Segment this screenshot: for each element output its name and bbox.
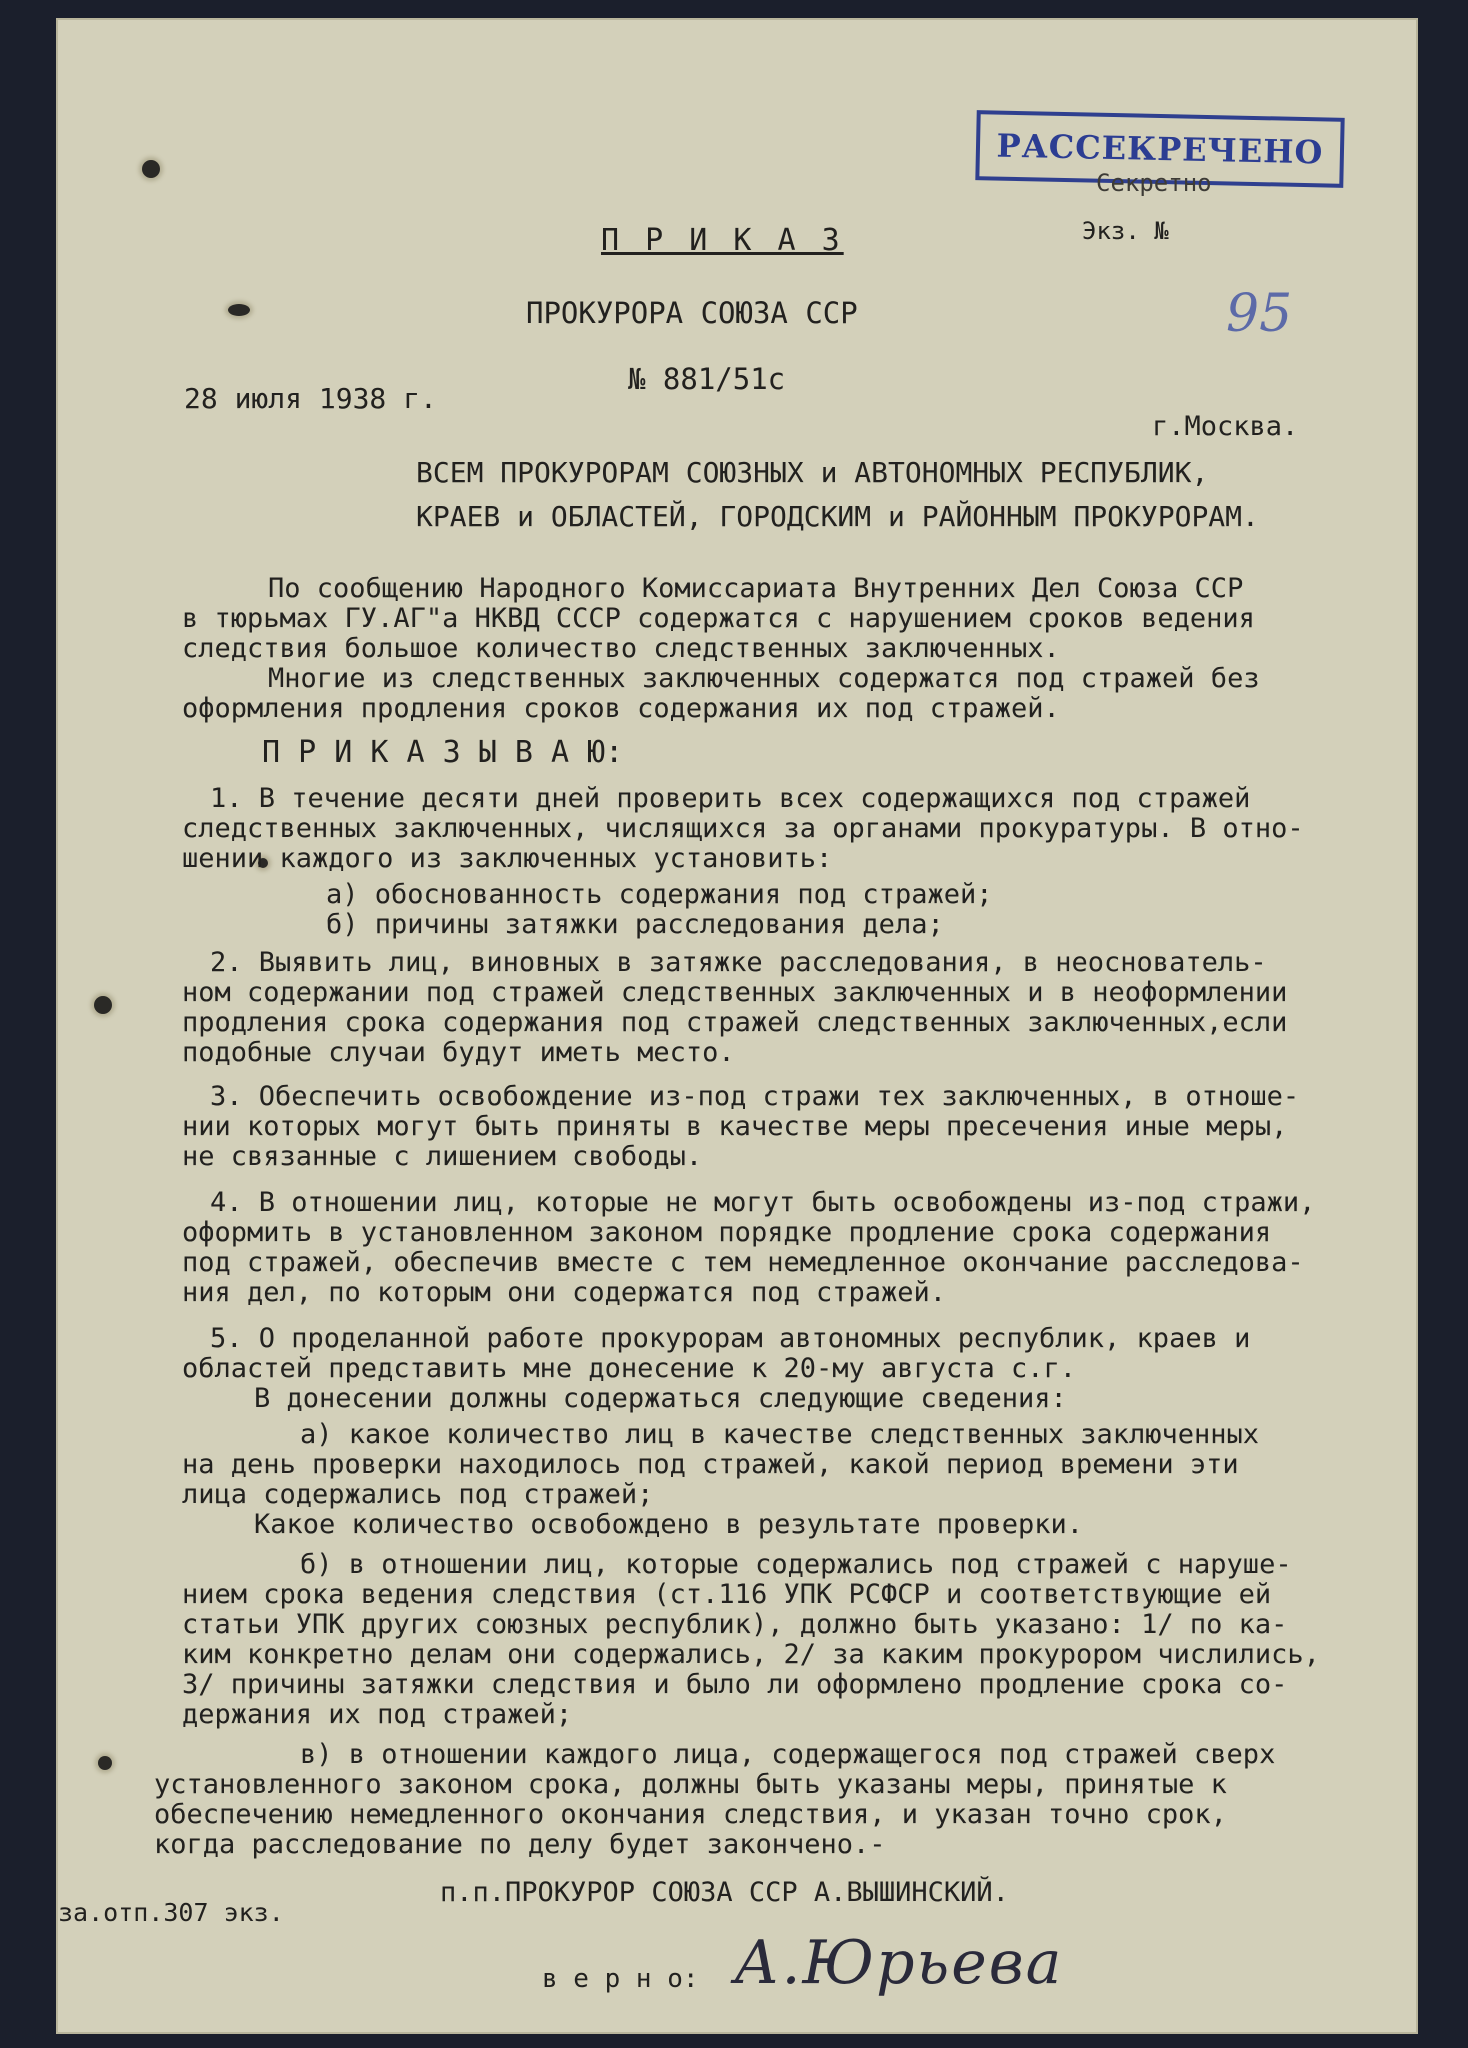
body-line: установленного законом срока, должны быть указаны меры, принятые к xyxy=(154,1769,1227,1800)
declassified-stamp: РАССЕКРЕЧЕНО xyxy=(975,110,1344,188)
body-line: оформления продления сроков содержания их под стражей. xyxy=(182,693,1060,724)
order-number: № 881/51с xyxy=(628,362,786,396)
order-date: 28 июля 1938 г. xyxy=(184,382,437,415)
body-line: следственных заключенных, числящихся за органами прокуратуры. В отно- xyxy=(182,813,1304,844)
body-line: По сообщению Народного Комиссариата Внутренних Дел Союза ССР xyxy=(268,573,1244,604)
body-line: нием срока ведения следствия (ст.116 УПК РСФСР и соответствующие ей xyxy=(182,1579,1272,1610)
body-line: в) в отношении каждого лица, содержащегося под стражей сверх xyxy=(300,1739,1276,1770)
body-line: П Р И К А З Ы В А Ю: xyxy=(262,735,624,770)
body-line: 1. В течение десяти дней проверить всех содержащихся под стражей xyxy=(210,783,1251,814)
body-line: на день проверки находилось под стражей, какой период времени эти xyxy=(182,1449,1239,1480)
order-subtitle: ПРОКУРОРА СОЮЗА ССР xyxy=(526,296,858,330)
body-line: 3. Обеспечить освобождение из-под стражи тех заключенных, в отноше- xyxy=(210,1081,1300,1112)
body-line: ния дел, по которым они содержатся под стражей. xyxy=(182,1277,947,1308)
addressee-line: ВСЕМ ПРОКУРОРАМ СОЮЗНЫХ и АВТОНОМНЫХ РЕСПУБЛИК, xyxy=(416,456,1209,489)
body-line: а) какое количество лиц в качестве следственных заключенных xyxy=(300,1419,1260,1450)
handwritten-signature: А.Юрьева xyxy=(734,1928,1064,1998)
copy-number-label: Экз. № xyxy=(1082,217,1169,245)
body-line: Многие из следственных заключенных содержатся под стражей без xyxy=(268,663,1260,694)
body-line: подобные случаи будут иметь место. xyxy=(182,1037,735,1068)
sheet-number: 95 xyxy=(1226,284,1293,344)
punch-hole xyxy=(94,996,112,1014)
addressee-line: КРАЕВ и ОБЛАСТЕЙ, ГОРОДСКИМ и РАЙОННЫМ ПРОКУРОРАМ. xyxy=(416,500,1259,533)
body-line: обеспечению немедленного окончания следствия, и указан точно срок, xyxy=(154,1799,1227,1830)
document-page xyxy=(56,18,1418,2034)
body-line: 3/ причины затяжки следствия и было ли оформлено продление срока со- xyxy=(182,1669,1288,1700)
body-line: держания их под стражей; xyxy=(182,1699,573,1730)
body-line: под стражей, обеспечив вместе с тем немедленное окончание расследова- xyxy=(182,1247,1304,1278)
body-line: оформить в установленном законом порядке продление срока содержания xyxy=(182,1217,1272,1248)
punch-hole xyxy=(98,1756,112,1770)
body-line: продления срока содержания под стражей следственных заключенных,если xyxy=(182,1007,1288,1038)
certified-label: в е р н о: xyxy=(542,1964,699,1994)
body-line: нии которых могут быть приняты в качестве меры пресечения иные меры, xyxy=(182,1111,1288,1142)
signer-line: п.п.ПРОКУРОР СОЮЗА ССР А.ВЫШИНСКИЙ. xyxy=(440,1877,1009,1908)
body-line: не связанные с лишением свободы. xyxy=(182,1141,703,1172)
order-word: П Р И К А З xyxy=(601,223,844,258)
body-line: а) обоснованность содержания под стражей; xyxy=(326,879,993,910)
body-line: областей представить мне донесение к 20-му августа с.г. xyxy=(182,1353,1077,1384)
body-line: Какое количество освобождено в результате проверки. xyxy=(254,1509,1084,1540)
body-line: 5. О проделанной работе прокурорам автономных республик, краев и xyxy=(210,1323,1251,1354)
body-line: В донесении должны содержаться следующие сведения: xyxy=(254,1383,1067,1414)
secret-label: Секретно xyxy=(1096,169,1212,197)
body-line: в тюрьмах ГУ.АГ"а НКВД СССР содержатся с нарушением сроков ведения xyxy=(182,603,1255,634)
body-line: ном содержании под стражей следственных заключенных и в неоформлении xyxy=(182,977,1288,1008)
body-line: ким конкретно делам они содержались, 2/ за каким прокурором числились, xyxy=(182,1639,1320,1670)
body-line: лица содержались под стражей; xyxy=(182,1479,654,1510)
body-line: б) в отношении лиц, которые содержались под стражей с наруше- xyxy=(300,1549,1292,1580)
body-line: статьи УПК других союзных республик), должно быть указано: 1/ по ка- xyxy=(182,1609,1288,1640)
body-line: следствия большое количество следственных заключенных. xyxy=(182,633,1060,664)
copies-note: за.отп.307 экз. xyxy=(58,1898,284,1927)
punch-hole xyxy=(228,304,250,316)
punch-hole xyxy=(142,160,160,178)
body-line: 2. Выявить лиц, виновных в затяжке расследования, в неоснователь- xyxy=(210,947,1267,978)
order-city: г.Москва. xyxy=(1152,411,1299,442)
body-line: когда расследование по делу будет закончено.- xyxy=(154,1829,886,1860)
body-line: шении каждого из заключенных установить: xyxy=(182,843,833,874)
body-line: б) причины затяжки расследования дела; xyxy=(326,909,944,940)
body-line: 4. В отношении лиц, которые не могут быть освобождены из-под стражи, xyxy=(210,1187,1316,1218)
